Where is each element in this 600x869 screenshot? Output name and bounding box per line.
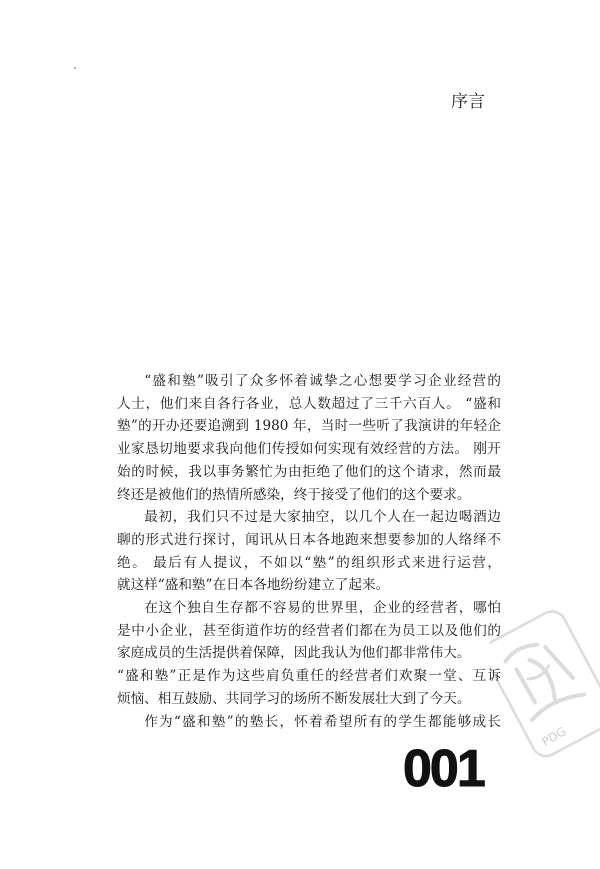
text-line: 塾”的开办还要追溯到 1980 年，当时一些听了我演讲的年轻企 <box>117 418 501 435</box>
body-paragraph <box>117 711 501 734</box>
preface-body <box>117 370 501 733</box>
text-line: 就这样“盛和塾”在日本各地纷纷建立了起来。 <box>117 577 390 594</box>
stamp-stroke <box>530 689 584 722</box>
watermark-text: PDG <box>539 724 569 750</box>
text-line: “盛和塾”正是作为这些肩负重任的经营者们欢聚一堂、互诉 <box>117 668 501 685</box>
stamp-stroke <box>516 669 535 703</box>
text-line: 绝。 最后有人提议，不如以“塾”的组织形式来进行运营， <box>117 554 501 571</box>
text-line: 烦恼、相互鼓励、共同学习的场所不断发展壮大到了今天。 <box>117 690 471 707</box>
text-line: 家庭成员的生活提供着保障，因此我认为他们都非常伟大。 <box>117 645 471 662</box>
page-number: 001 <box>403 740 484 798</box>
text-line: 作为“盛和塾”的塾长，怀着希望所有的学生都能够成长 <box>144 713 501 730</box>
text-line: 聊的形式进行探讨，闻讯从日本各地跑来想要参加的人络绎不 <box>117 531 501 548</box>
body-paragraph <box>117 370 501 506</box>
body-paragraph <box>117 506 501 597</box>
text-line: “盛和塾”吸引了众多怀着诚挚之心想要学习企业经营的 <box>144 373 501 389</box>
text-line: 人士，他们来自各行各业，总人数超过了三千六百人。 “盛和 <box>117 395 501 412</box>
text-line: 在这个独自生存都不容易的世界里，企业的经营者，哪怕 <box>144 600 501 617</box>
scan-speck <box>74 67 76 69</box>
text-line: 终还是被他们的热情所感染，终于接受了他们的这个要求。 <box>117 486 471 503</box>
pdg-watermark-stamp <box>490 598 600 773</box>
text-line: 始的时候，我以事务繁忙为由拒绝了他们的这个请求，然而最 <box>117 463 501 480</box>
text-line: 是中小企业，甚至街道作坊的经营者们都在为员工以及他们的 <box>117 622 501 639</box>
text-line: 业家恳切地要求我向他们传授如何实现有效经营的方法。 刚开 <box>117 441 501 458</box>
body-paragraph <box>117 597 501 711</box>
preface-title: 序言 <box>451 92 485 112</box>
text-line: 最初，我们只不过是大家抽空，以几个人在一起边喝酒边 <box>144 509 501 526</box>
stamp-stroke <box>503 641 537 662</box>
